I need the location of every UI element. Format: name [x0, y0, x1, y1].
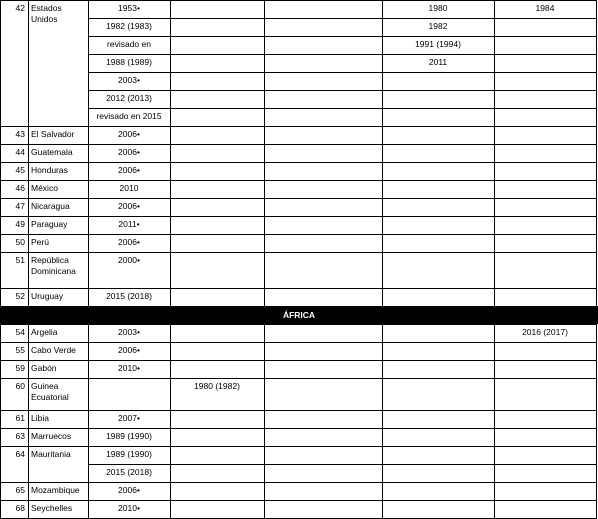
grid-line-v — [28, 0, 29, 127]
grid-line-v — [596, 360, 597, 379]
grid-line-v — [264, 378, 265, 411]
grid-line-v — [88, 288, 89, 307]
grid-line-h — [0, 252, 597, 253]
grid-line-v — [264, 252, 265, 289]
row-number: 51 — [15, 255, 25, 265]
date-cell: 1980 — [428, 3, 448, 13]
grid-line-v — [28, 482, 29, 501]
row-number: 60 — [15, 381, 25, 391]
grid-line-v — [170, 342, 171, 361]
grid-line-v — [596, 428, 597, 447]
grid-line-v — [0, 198, 1, 217]
grid-line-v — [494, 162, 495, 181]
grid-line-v — [494, 72, 495, 91]
grid-line-v — [264, 162, 265, 181]
grid-line-v — [382, 342, 383, 361]
row-number: 68 — [15, 503, 25, 513]
row-number: 42 — [15, 3, 25, 13]
grid-line-v — [170, 144, 171, 163]
country-name: Guinea Ecuatorial — [31, 381, 69, 402]
date-cell: 2006• — [118, 147, 140, 157]
country-name: Mozambique — [31, 485, 80, 495]
grid-line-v — [494, 54, 495, 73]
grid-line-v — [382, 500, 383, 519]
grid-line-v — [264, 180, 265, 199]
grid-line-v — [28, 252, 29, 289]
grid-line-v — [170, 288, 171, 307]
grid-line-v — [494, 324, 495, 343]
grid-line-h — [88, 464, 597, 465]
grid-line-v — [264, 216, 265, 235]
grid-line-v — [170, 482, 171, 501]
grid-line-v — [88, 464, 89, 483]
grid-line-v — [88, 234, 89, 253]
row-number: 46 — [15, 183, 25, 193]
grid-line-v — [494, 482, 495, 501]
grid-line-v — [88, 54, 89, 73]
grid-line-v — [382, 446, 383, 465]
grid-line-v — [264, 500, 265, 519]
date-cell: 2006• — [118, 165, 140, 175]
grid-line-v — [88, 324, 89, 343]
grid-line-v — [88, 72, 89, 91]
grid-line-h — [0, 216, 597, 217]
grid-line-v — [88, 180, 89, 199]
grid-line-h — [0, 410, 597, 411]
grid-line-h — [88, 90, 597, 91]
grid-line-v — [494, 464, 495, 483]
grid-line-v — [170, 446, 171, 465]
country-name: Argelia — [31, 327, 58, 337]
date-cell: 2012 (2013) — [106, 93, 152, 103]
grid-line-v — [264, 198, 265, 217]
grid-line-v — [88, 360, 89, 379]
grid-line-v — [170, 162, 171, 181]
country-name: Marruecos — [31, 431, 72, 441]
row-number: 63 — [15, 431, 25, 441]
grid-line-v — [170, 18, 171, 37]
grid-line-v — [596, 126, 597, 145]
date-cell: 2007• — [118, 413, 140, 423]
grid-line-v — [170, 234, 171, 253]
grid-line-v — [88, 36, 89, 55]
grid-line-h — [0, 378, 597, 379]
grid-line-v — [170, 36, 171, 55]
grid-line-v — [0, 126, 1, 145]
grid-line-v — [264, 72, 265, 91]
date-cell: 1991 (1994) — [415, 39, 461, 49]
grid-line-v — [494, 198, 495, 217]
grid-line-v — [170, 54, 171, 73]
grid-line-v — [0, 428, 1, 447]
grid-line-v — [170, 360, 171, 379]
grid-line-v — [28, 500, 29, 519]
grid-line-h — [0, 144, 597, 145]
country-name: Nicaragua — [31, 201, 70, 211]
grid-line-v — [88, 198, 89, 217]
grid-line-v — [494, 446, 495, 465]
grid-line-v — [264, 410, 265, 429]
grid-line-v — [596, 288, 597, 307]
date-cell: 2010 — [119, 183, 139, 193]
grid-line-v — [28, 162, 29, 181]
grid-line-v — [88, 18, 89, 37]
country-name: Honduras — [31, 165, 68, 175]
grid-line-v — [382, 0, 383, 19]
row-number: 61 — [15, 413, 25, 423]
grid-line-v — [264, 342, 265, 361]
grid-line-v — [382, 360, 383, 379]
grid-line-v — [596, 198, 597, 217]
grid-line-v — [170, 126, 171, 145]
grid-line-v — [28, 446, 29, 483]
grid-line-v — [494, 360, 495, 379]
grid-line-v — [170, 90, 171, 109]
grid-line-v — [494, 234, 495, 253]
date-cell: 1984 — [535, 3, 555, 13]
grid-line-v — [0, 144, 1, 163]
row-number: 45 — [15, 165, 25, 175]
grid-line-v — [494, 180, 495, 199]
grid-line-v — [170, 0, 171, 19]
row-number: 64 — [15, 449, 25, 459]
grid-line-v — [170, 216, 171, 235]
country-name: Estados Unidos — [31, 3, 62, 24]
grid-line-v — [28, 410, 29, 429]
grid-line-v — [264, 18, 265, 37]
date-cell: 2006• — [118, 201, 140, 211]
row-number: 43 — [15, 129, 25, 139]
grid-line-v — [382, 234, 383, 253]
grid-line-v — [28, 342, 29, 361]
grid-line-v — [0, 410, 1, 429]
country-name: Libia — [31, 413, 49, 423]
grid-line-v — [28, 324, 29, 343]
grid-line-v — [0, 252, 1, 289]
grid-line-v — [0, 482, 1, 501]
grid-line-v — [596, 378, 597, 411]
grid-line-v — [264, 464, 265, 483]
country-name: Perú — [31, 237, 49, 247]
grid-line-v — [264, 108, 265, 127]
grid-line-v — [0, 216, 1, 235]
grid-line-v — [382, 180, 383, 199]
row-number: 50 — [15, 237, 25, 247]
grid-line-v — [382, 428, 383, 447]
grid-line-v — [596, 234, 597, 253]
grid-line-h — [0, 482, 597, 483]
grid-line-v — [382, 54, 383, 73]
date-cell: 1989 (1990) — [106, 449, 152, 459]
grid-line-v — [170, 378, 171, 411]
grid-line-v — [382, 252, 383, 289]
grid-line-h — [0, 360, 597, 361]
grid-line-v — [88, 126, 89, 145]
grid-line-h — [0, 0, 597, 1]
grid-line-v — [382, 108, 383, 127]
grid-line-h — [0, 126, 597, 127]
date-cell: 2006• — [118, 485, 140, 495]
date-cell: 1953• — [118, 3, 140, 13]
grid-line-v — [170, 252, 171, 289]
date-cell: 2000• — [118, 255, 140, 265]
date-cell: 2003• — [118, 327, 140, 337]
grid-line-v — [88, 410, 89, 429]
grid-line-v — [264, 446, 265, 465]
grid-line-v — [0, 446, 1, 483]
grid-line-v — [88, 162, 89, 181]
grid-line-v — [28, 198, 29, 217]
grid-line-v — [0, 0, 1, 127]
grid-line-v — [264, 482, 265, 501]
date-cell: 2006• — [118, 345, 140, 355]
grid-line-v — [0, 500, 1, 519]
grid-line-v — [264, 36, 265, 55]
country-name: Cabo Verde — [31, 345, 76, 355]
date-cell: 2015 (2018) — [106, 467, 152, 477]
grid-line-v — [88, 500, 89, 519]
grid-line-v — [88, 0, 89, 19]
grid-line-h — [88, 36, 597, 37]
date-cell: 1980 (1982) — [194, 381, 240, 391]
country-name: Guatemala — [31, 147, 73, 157]
grid-line-v — [382, 198, 383, 217]
grid-line-v — [494, 90, 495, 109]
grid-line-v — [596, 410, 597, 429]
grid-line-v — [28, 428, 29, 447]
grid-line-v — [28, 378, 29, 411]
grid-line-v — [264, 0, 265, 19]
grid-line-h — [0, 342, 597, 343]
grid-line-v — [494, 500, 495, 519]
grid-line-v — [264, 234, 265, 253]
grid-line-v — [88, 108, 89, 127]
grid-line-v — [382, 464, 383, 483]
grid-line-v — [88, 446, 89, 465]
row-number: 49 — [15, 219, 25, 229]
grid-line-v — [88, 144, 89, 163]
grid-line-v — [264, 288, 265, 307]
grid-line-v — [264, 54, 265, 73]
grid-line-v — [0, 162, 1, 181]
grid-line-v — [382, 126, 383, 145]
date-cell: 2006• — [118, 237, 140, 247]
date-cell: 2011• — [118, 219, 140, 229]
date-cell: 2011 — [428, 57, 448, 67]
grid-line-v — [88, 252, 89, 289]
grid-line-v — [170, 500, 171, 519]
grid-line-v — [494, 428, 495, 447]
grid-line-h — [0, 324, 597, 325]
grid-line-v — [596, 180, 597, 199]
grid-line-h — [88, 72, 597, 73]
grid-line-v — [382, 162, 383, 181]
grid-line-v — [264, 90, 265, 109]
grid-line-v — [264, 428, 265, 447]
grid-line-v — [494, 252, 495, 289]
grid-line-v — [596, 482, 597, 501]
date-cell: 1989 (1990) — [106, 431, 152, 441]
row-number: 65 — [15, 485, 25, 495]
grid-line-v — [88, 428, 89, 447]
grid-line-v — [494, 216, 495, 235]
grid-line-v — [170, 180, 171, 199]
date-cell: 2010• — [118, 363, 140, 373]
country-name: Paraguay — [31, 219, 68, 229]
grid-line-v — [170, 428, 171, 447]
grid-line-h — [0, 288, 597, 289]
country-name: Gabón — [31, 363, 57, 373]
grid-line-h — [0, 500, 597, 501]
grid-line-v — [494, 126, 495, 145]
grid-line-v — [382, 288, 383, 307]
row-number: 47 — [15, 201, 25, 211]
country-name: México — [31, 183, 58, 193]
grid-line-v — [382, 72, 383, 91]
grid-line-v — [170, 108, 171, 127]
grid-line-h — [0, 198, 597, 199]
grid-line-v — [0, 342, 1, 361]
grid-line-v — [88, 216, 89, 235]
date-cell: 1982 (1983) — [106, 21, 152, 31]
grid-line-v — [382, 18, 383, 37]
grid-line-h — [0, 180, 597, 181]
grid-line-v — [382, 144, 383, 163]
grid-line-v — [0, 378, 1, 411]
date-cell: 2003• — [118, 75, 140, 85]
grid-line-v — [494, 36, 495, 55]
country-name: Mauritania — [31, 449, 71, 459]
grid-line-h — [0, 234, 597, 235]
grid-line-v — [382, 216, 383, 235]
country-name: El Salvador — [31, 129, 75, 139]
country-name: Uruguay — [31, 291, 64, 301]
grid-line-v — [596, 216, 597, 235]
grid-line-v — [28, 144, 29, 163]
grid-line-v — [28, 180, 29, 199]
grid-line-v — [596, 162, 597, 181]
row-number: 59 — [15, 363, 25, 373]
grid-line-v — [494, 410, 495, 429]
grid-line-v — [494, 342, 495, 361]
grid-line-v — [596, 500, 597, 519]
grid-line-v — [88, 342, 89, 361]
date-cell: revisado en 2015 — [96, 111, 162, 121]
grid-line-h — [0, 162, 597, 163]
date-cell: 2006• — [118, 129, 140, 139]
grid-line-v — [28, 234, 29, 253]
grid-line-v — [0, 324, 1, 343]
grid-line-v — [382, 378, 383, 411]
grid-line-v — [382, 482, 383, 501]
grid-line-v — [494, 144, 495, 163]
date-cell: 2010• — [118, 503, 140, 513]
grid-line-v — [382, 324, 383, 343]
row-number: 54 — [15, 327, 25, 337]
grid-line-v — [382, 90, 383, 109]
grid-line-v — [0, 360, 1, 379]
grid-line-v — [0, 288, 1, 307]
grid-line-v — [596, 324, 597, 343]
grid-line-v — [28, 216, 29, 235]
country-name: República Dominicana — [31, 255, 76, 276]
grid-line-v — [264, 144, 265, 163]
grid-line-v — [170, 464, 171, 483]
region-header: ÁFRICA — [0, 306, 598, 324]
grid-line-v — [0, 234, 1, 253]
grid-line-h — [0, 446, 597, 447]
grid-line-v — [596, 144, 597, 163]
date-cell: 1988 (1989) — [106, 57, 152, 67]
date-cell: 1982 — [428, 21, 448, 31]
grid-line-v — [494, 18, 495, 37]
grid-line-v — [28, 360, 29, 379]
grid-line-h — [0, 428, 597, 429]
grid-line-v — [88, 378, 89, 411]
grid-line-v — [88, 90, 89, 109]
grid-line-v — [264, 324, 265, 343]
grid-line-v — [382, 36, 383, 55]
grid-line-v — [596, 252, 597, 289]
row-number: 52 — [15, 291, 25, 301]
grid-line-v — [264, 126, 265, 145]
grid-line-h — [88, 18, 597, 19]
grid-line-v — [494, 108, 495, 127]
date-cell: 2015 (2018) — [106, 291, 152, 301]
grid-line-v — [0, 180, 1, 199]
grid-line-v — [382, 410, 383, 429]
grid-line-v — [170, 324, 171, 343]
grid-line-v — [494, 378, 495, 411]
grid-line-v — [170, 72, 171, 91]
row-number: 44 — [15, 147, 25, 157]
grid-line-v — [28, 126, 29, 145]
date-cell: revisado en — [107, 39, 151, 49]
grid-line-v — [596, 342, 597, 361]
grid-line-v — [170, 410, 171, 429]
grid-line-v — [28, 288, 29, 307]
grid-line-v — [88, 482, 89, 501]
grid-line-h — [88, 54, 597, 55]
grid-line-h — [88, 108, 597, 109]
grid-line-v — [170, 198, 171, 217]
grid-line-v — [494, 0, 495, 19]
grid-line-v — [494, 288, 495, 307]
row-number: 55 — [15, 345, 25, 355]
date-cell: 2016 (2017) — [522, 327, 568, 337]
country-name: Seychelles — [31, 503, 73, 513]
grid-line-v — [264, 360, 265, 379]
